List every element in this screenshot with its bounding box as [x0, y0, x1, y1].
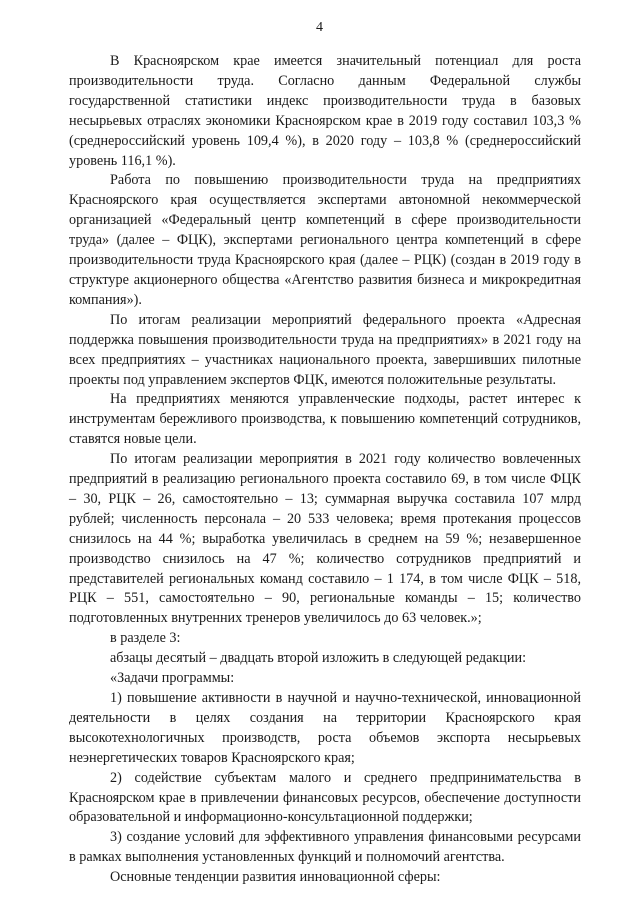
paragraph-task-2: 2) содействие субъектам малого и среднего предпринимательства в Красноярском крае в привлечении финансовых ресурсов, обеспечение доступности образовательной и информационно-консультационной поддержки; [69, 769, 581, 826]
page-number: 4 [316, 20, 323, 35]
paragraph-2021-results: По итогам реализации мероприятия в 2021 году количество вовлеченных предприятий в реализацию регионального проекта составило 69, в том числе ФЦК – 30, РЦК – 26, самостоятельно – 13; суммарная выручка составила 107 млрд рублей; численность персонала – 20 533 человека; время протекания процессов снизилось на 44 %; выработка увеличилась в среднем на 59 %; незавершенное производство снизилось на 47 %; количество сотрудников предприятий и представителей региональных команд составило – 1 174, в том числе ФЦК – 518, РЦК – 551, самостоятельно – 90, региональные команды – 15; количество подготовленных внутренних тренеров увеличилось до 63 человек.»; [69, 451, 581, 627]
paragraph-federal-project-results: По итогам реализации мероприятий федерального проекта «Адресная поддержка повышения производительности труда на предприятиях» в 2021 году на всех предприятиях – участниках национального проекта, завершивших пилотные проекты под управлением экспертов ФЦК, имеются положительные результаты. [69, 311, 581, 388]
paragraph-productivity-work: Работа по повышению производительности труда на предприятиях Красноярского края осуществляется экспертами автономной некоммерческой организацией «Федеральный центр компетенций в сфере производительности труда» (далее – ФЦК), экспертами регионального центра компетенций в сфере производительности труда Красноярского края (далее – РЦК) (создан в 2019 году в структуре акционерного общества «Агентство развития бизнеса и микрокредитная компания»). [69, 172, 581, 308]
paragraph-productivity-potential: В Красноярском крае имеется значительный потенциал для роста производительности труда. Согласно данным Федеральной службы государственной статистики индекс производительности труда в базовых несырьевых отраслях экономики Красноярском крае в 2019 году составил 103,3 % (среднероссийский уровень 109,4 %), в 2020 году – 103,8 % (среднероссийский уровень 116,1 %). [69, 53, 581, 169]
paragraph-innovation-trends: Основные тенденции развития инновационной сферы: [110, 869, 441, 886]
paragraph-section-3: в разделе 3: [110, 630, 181, 647]
paragraph-program-tasks-heading: «Задачи программы: [110, 670, 235, 687]
paragraph-amendment-instruction: абзацы десятый – двадцать второй изложить в следующей редакции: [110, 650, 527, 667]
paragraph-task-3: 3) создание условий для эффективного управления финансовыми ресурсами в рамках выполнения установленных функций и полномочий агентства. [69, 829, 581, 866]
paragraph-task-1: 1) повышение активности в научной и научно-технической, инновационной деятельности в целях создания на территории Красноярского края высокотехнологичных производств, роста объемов экспорта несырьевых неэнергетических товаров Красноярского края; [69, 690, 581, 766]
document-body [69, 52, 581, 888]
paragraph-management-approaches: На предприятиях меняются управленческие подходы, растет интерес к инструментам бережливого производства, к повышению компетенций сотрудников, ставятся новые цели. [69, 391, 581, 448]
